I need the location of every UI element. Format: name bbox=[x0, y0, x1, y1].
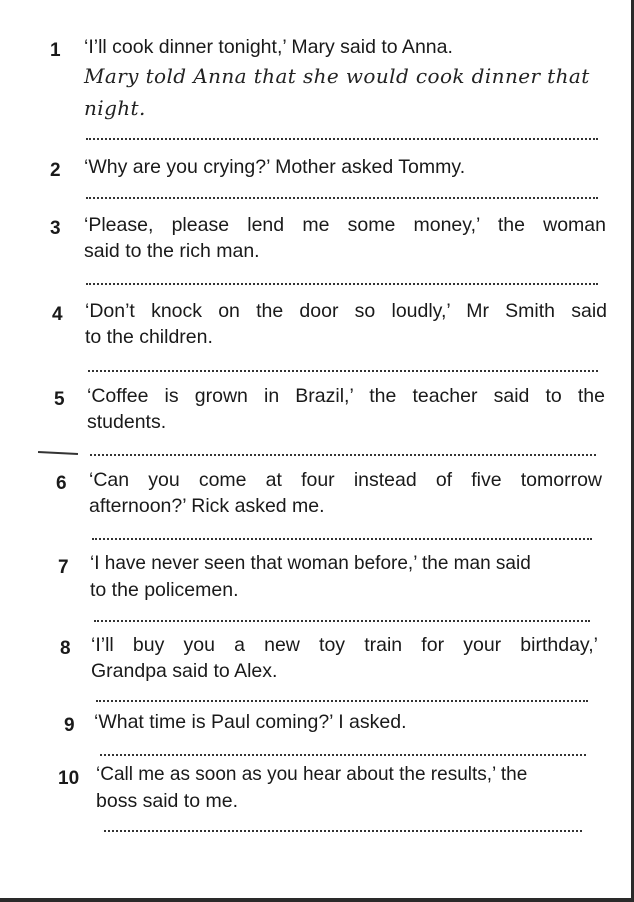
prompt-line: ‘What time is Paul coming?’ I asked. bbox=[94, 711, 407, 733]
exercise-item-4 bbox=[85, 298, 607, 350]
exercise-item-5 bbox=[87, 383, 605, 435]
prompt-line: to the children. bbox=[85, 326, 213, 348]
exercise-item-6 bbox=[89, 467, 602, 519]
handwritten-answer bbox=[84, 60, 624, 124]
answer-line: Mary told Anna that she would cook dinner that bbox=[84, 64, 590, 88]
item-number: 5 bbox=[54, 389, 65, 410]
prompt-line: ‘I have never seen that woman before,’ the man said bbox=[90, 553, 531, 574]
answer-line-dotted[interactable] bbox=[96, 700, 588, 702]
item-number: 10 bbox=[58, 768, 80, 789]
page-border-bottom bbox=[0, 898, 634, 902]
prompt-line: afternoon?’ Rick asked me. bbox=[89, 495, 325, 517]
exercise-item-7 bbox=[90, 551, 602, 603]
answer-line: night. bbox=[84, 96, 146, 120]
prompt-line: ‘Coffee is grown in Brazil,’ the teacher said to the bbox=[87, 385, 605, 407]
prompt-line: said to the rich man. bbox=[84, 240, 260, 262]
item-number: 3 bbox=[50, 218, 61, 239]
prompt-line: ‘I’ll buy you a new toy train for your birthday,’ bbox=[91, 634, 598, 656]
exercise-item-1 bbox=[84, 34, 604, 60]
prompt-line: Grandpa said to Alex. bbox=[91, 660, 278, 682]
prompt-line: boss said to me. bbox=[96, 790, 238, 812]
item-number: 4 bbox=[52, 304, 63, 325]
exercise-item-3 bbox=[84, 212, 606, 264]
stray-pen-mark bbox=[38, 451, 78, 455]
answer-line-dotted[interactable] bbox=[90, 454, 596, 456]
item-number: 1 bbox=[50, 40, 61, 61]
item-number: 9 bbox=[64, 715, 75, 736]
item-number: 6 bbox=[56, 473, 67, 494]
item-number: 7 bbox=[58, 557, 69, 578]
answer-line-dotted[interactable] bbox=[86, 197, 598, 199]
prompt-line: students. bbox=[87, 411, 167, 433]
prompt-line: to the policemen. bbox=[90, 579, 239, 601]
prompt-line: ‘Can you come at four instead of five tomorrow bbox=[89, 469, 602, 491]
answer-line-dotted[interactable] bbox=[88, 370, 598, 372]
item-number: 2 bbox=[50, 160, 61, 181]
prompt-line: ‘Don’t knock on the door so loudly,’ Mr Smith said bbox=[85, 300, 607, 322]
exercise-item-2 bbox=[84, 154, 604, 180]
answer-line-dotted[interactable] bbox=[86, 283, 598, 285]
prompt-line: ‘Please, please lend me some money,’ the woman bbox=[84, 214, 606, 236]
answer-line-dotted[interactable] bbox=[92, 538, 592, 540]
answer-line-dotted[interactable] bbox=[94, 620, 590, 622]
answer-line-dotted[interactable] bbox=[100, 754, 586, 756]
prompt-line: ‘Why are you crying?’ Mother asked Tommy. bbox=[84, 156, 466, 178]
item-number: 8 bbox=[60, 638, 71, 659]
answer-line-dotted[interactable] bbox=[86, 138, 598, 140]
exercise-item-9 bbox=[94, 709, 594, 735]
prompt-line: ‘I’ll cook dinner tonight,’ Mary said to Anna. bbox=[84, 36, 453, 58]
prompt-line: ‘Call me as soon as you hear about the results,’ the bbox=[96, 764, 528, 785]
exercise-item-10 bbox=[96, 762, 596, 814]
answer-line-dotted[interactable] bbox=[104, 830, 582, 832]
exercise-item-8 bbox=[91, 632, 598, 684]
